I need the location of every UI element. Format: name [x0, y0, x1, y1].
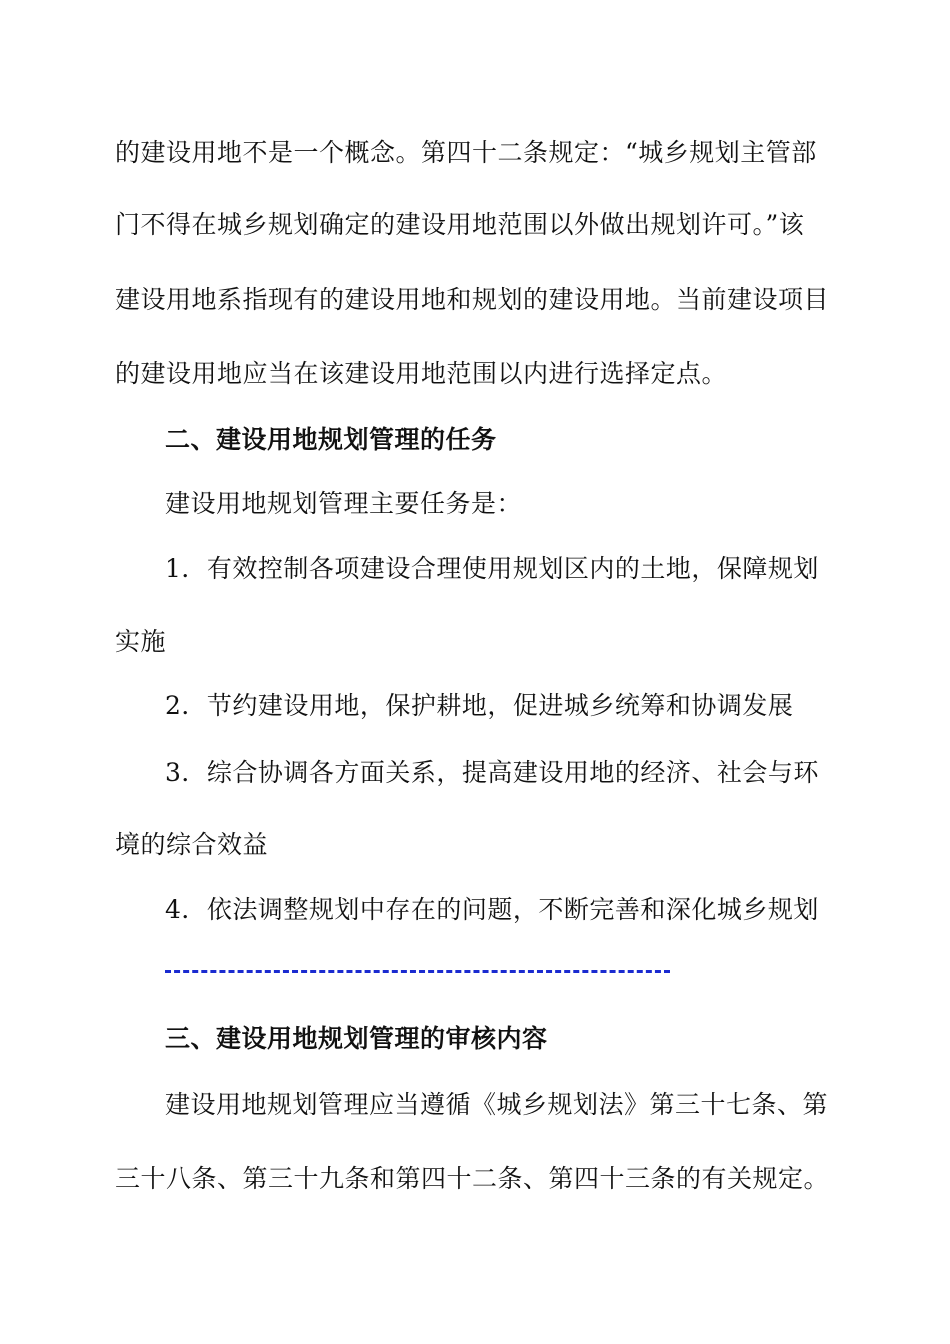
paragraph-line: 门不得在城乡规划确定的建设用地范围以外做出规划许可。”该: [115, 210, 805, 239]
paragraph-line: 建设用地规划管理应当遵循《城乡规划法》第三十七条、第: [165, 1090, 829, 1119]
list-item-4: 4．依法调整规划中存在的问题，不断完善和深化城乡规划: [165, 895, 819, 924]
paragraph-line: 的建设用地不是一个概念。第四十二条规定：“城乡规划主管部: [115, 138, 817, 167]
paragraph-line: 建设用地系指现有的建设用地和规划的建设用地。当前建设项目: [115, 285, 830, 314]
list-item-1: 1．有效控制各项建设合理使用规划区内的土地，保障规划: [165, 554, 819, 583]
list-item-1-continued: 实施: [115, 627, 167, 656]
paragraph-line: 的建设用地应当在该建设用地范围以内进行选择定点。: [115, 359, 728, 388]
section-intro: 建设用地规划管理主要任务是：: [165, 489, 523, 518]
list-item-3: 3．综合协调各方面关系，提高建设用地的经济、社会与环: [165, 758, 819, 787]
dashed-divider: [165, 970, 670, 973]
paragraph-line: 三十八条、第三十九条和第四十二条、第四十三条的有关规定。: [115, 1164, 830, 1193]
section-heading-2: 二、建设用地规划管理的任务: [165, 425, 497, 454]
list-item-2: 2．节约建设用地，保护耕地，促进城乡统筹和协调发展: [165, 691, 794, 720]
section-heading-3: 三、建设用地规划管理的审核内容: [165, 1024, 548, 1053]
list-item-3-continued: 境的综合效益: [115, 830, 269, 859]
